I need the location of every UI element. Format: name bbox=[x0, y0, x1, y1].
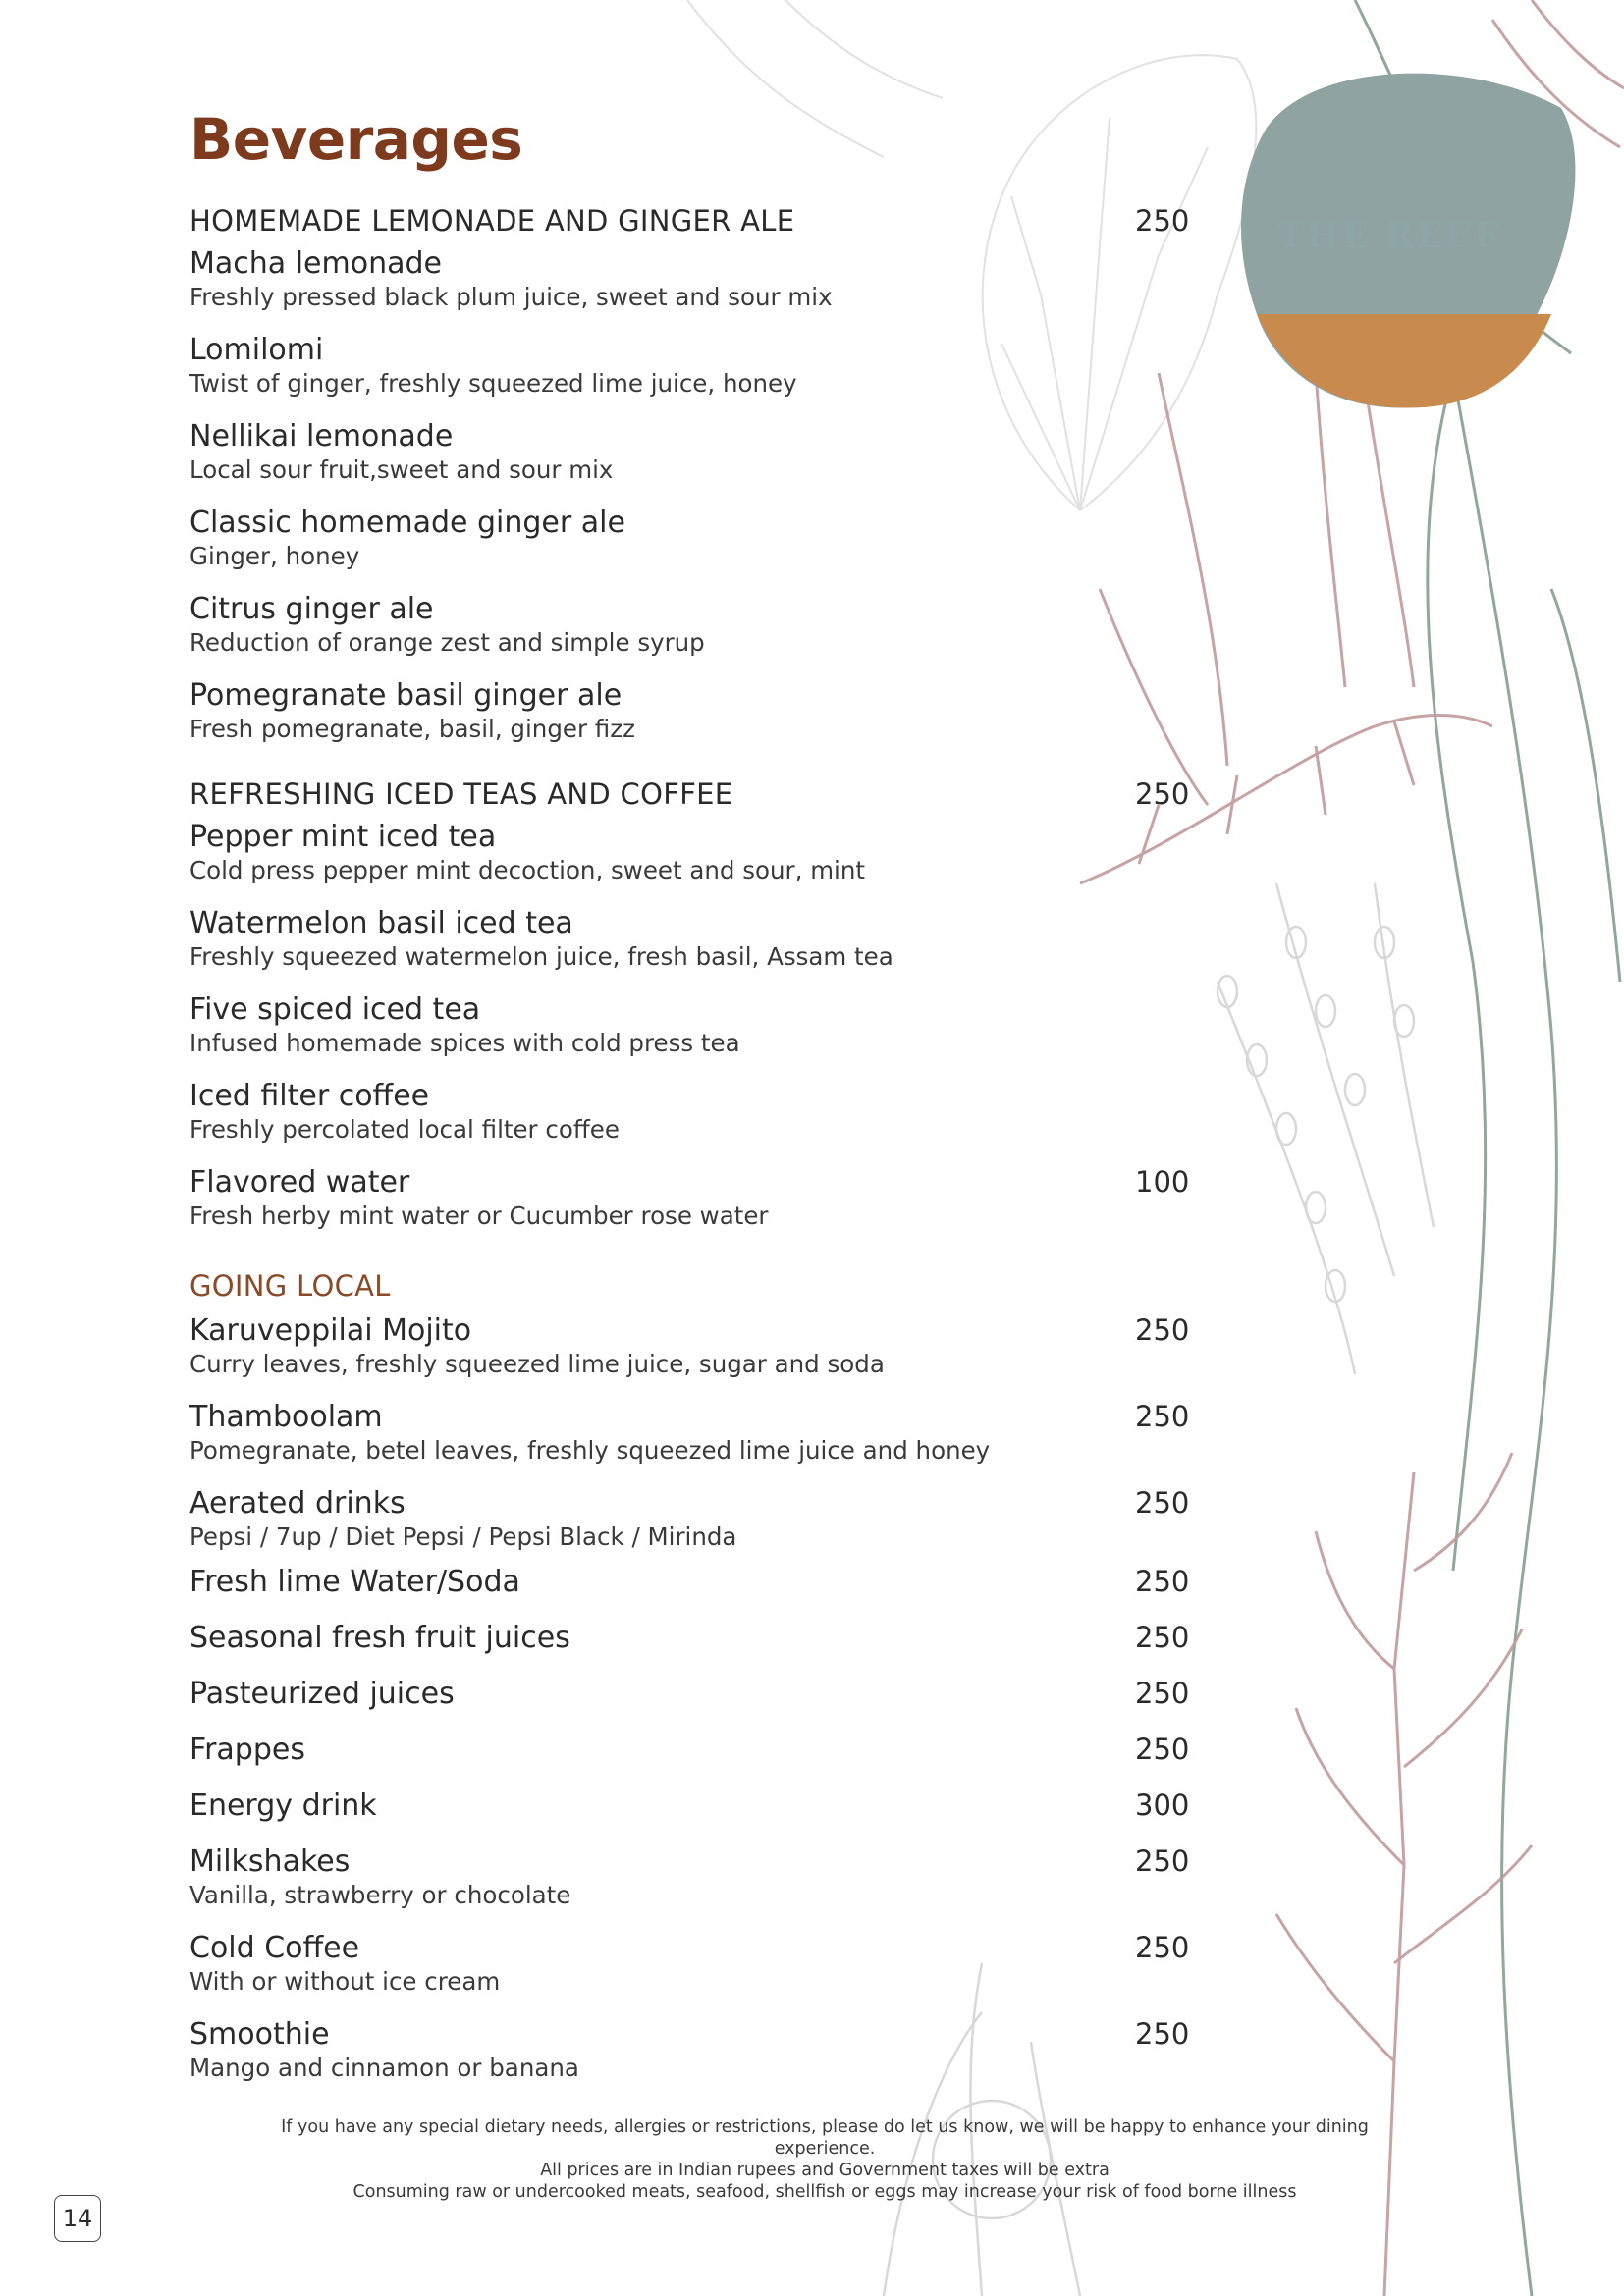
item-description: Mango and cinnamon or banana bbox=[189, 2054, 579, 2082]
footer-price-note: All prices are in Indian rupees and Government taxes will be extra bbox=[540, 2161, 1110, 2180]
menu-item bbox=[189, 1844, 1230, 1911]
item-name: Seasonal fresh fruit juices bbox=[189, 1621, 570, 1655]
menu-item bbox=[189, 1931, 1230, 1998]
footer-dietary-note: If you have any special dietary needs, allergies or restrictions, please do let us know, we will be happy to enhance your dining experience. bbox=[281, 2117, 1369, 2159]
item-name: Thamboolam bbox=[189, 1400, 383, 1434]
menu-item bbox=[189, 1565, 1230, 1600]
item-description: Curry leaves, freshly squeezed lime juice, sugar and soda bbox=[189, 1350, 885, 1378]
item-description: Reduction of orange zest and simple syrup bbox=[189, 628, 705, 657]
item-name: Energy drink bbox=[189, 1789, 377, 1823]
section-price-lemonade: 250 bbox=[1135, 204, 1190, 238]
item-name: Cold Coffee bbox=[189, 1931, 360, 1965]
menu-item bbox=[189, 1486, 1230, 1553]
item-name: Pomegranate basil ginger ale bbox=[189, 678, 623, 713]
menu-item bbox=[189, 1400, 1230, 1467]
item-description: Infused homemade spices with cold press tea bbox=[189, 1029, 740, 1057]
footer-notes bbox=[255, 2116, 1394, 2203]
item-name: Smoothie bbox=[189, 2017, 330, 2052]
item-price: 250 bbox=[1135, 1931, 1190, 1964]
item-name: Iced filter coffee bbox=[189, 1079, 430, 1113]
section-heading-going-local: GOING LOCAL bbox=[189, 1269, 391, 1303]
item-price: 100 bbox=[1135, 1165, 1190, 1199]
item-price: 250 bbox=[1135, 1486, 1190, 1520]
item-price: 250 bbox=[1135, 1733, 1190, 1766]
the-reef-logo bbox=[1241, 74, 1575, 408]
item-name: Fresh lime Water/Soda bbox=[189, 1565, 520, 1599]
menu-item bbox=[189, 820, 1230, 886]
item-name: Flavored water bbox=[189, 1165, 410, 1200]
logo-text: THE REEF bbox=[1277, 215, 1501, 256]
item-name: Pasteurized juices bbox=[189, 1677, 455, 1711]
item-name: Aerated drinks bbox=[189, 1486, 406, 1521]
item-name: Lomilomi bbox=[189, 333, 324, 367]
menu-item bbox=[189, 992, 1230, 1059]
menu-item bbox=[189, 1165, 1230, 1232]
item-description: Pomegranate, betel leaves, freshly squeezed lime juice and honey bbox=[189, 1436, 991, 1465]
item-description: Freshly squeezed watermelon juice, fresh basil, Assam tea bbox=[189, 942, 893, 971]
item-description: Fresh pomegranate, basil, ginger fizz bbox=[189, 715, 635, 743]
item-name: Classic homemade ginger ale bbox=[189, 506, 625, 540]
section-price-iced-teas: 250 bbox=[1135, 777, 1190, 811]
item-description: Vanilla, strawberry or chocolate bbox=[189, 1881, 571, 1909]
item-name: Nellikai lemonade bbox=[189, 419, 454, 454]
section-heading-iced-teas: REFRESHING ICED TEAS AND COFFEE bbox=[189, 777, 733, 811]
menu-item bbox=[189, 1079, 1230, 1146]
item-price: 250 bbox=[1135, 1844, 1190, 1878]
item-price: 250 bbox=[1135, 1677, 1190, 1710]
item-price: 250 bbox=[1135, 1565, 1190, 1598]
item-description: Pepsi / 7up / Diet Pepsi / Pepsi Black / Mirinda bbox=[189, 1522, 737, 1551]
page-number: 14 bbox=[54, 2195, 101, 2242]
section-heading-lemonade: HOMEMADE LEMONADE AND GINGER ALE bbox=[189, 204, 795, 238]
item-description: Local sour fruit,sweet and sour mix bbox=[189, 455, 614, 484]
menu-item bbox=[189, 1789, 1230, 1824]
item-name: Macha lemonade bbox=[189, 246, 442, 281]
menu-item bbox=[189, 246, 1230, 313]
menu-content bbox=[189, 0, 1230, 2296]
menu-item bbox=[189, 333, 1230, 400]
item-name: Pepper mint iced tea bbox=[189, 820, 497, 854]
item-price: 250 bbox=[1135, 1313, 1190, 1347]
item-description: Ginger, honey bbox=[189, 542, 360, 570]
menu-item bbox=[189, 2017, 1230, 2084]
item-description: With or without ice cream bbox=[189, 1967, 501, 1996]
item-price: 250 bbox=[1135, 1621, 1190, 1654]
item-name: Milkshakes bbox=[189, 1844, 351, 1879]
menu-item bbox=[189, 419, 1230, 486]
menu-item bbox=[189, 1313, 1230, 1380]
item-description: Fresh herby mint water or Cucumber rose water bbox=[189, 1201, 769, 1230]
item-name: Frappes bbox=[189, 1733, 305, 1767]
item-name: Citrus ginger ale bbox=[189, 592, 434, 626]
item-name: Karuveppilai Mojito bbox=[189, 1313, 472, 1348]
menu-item bbox=[189, 1677, 1230, 1712]
footer-health-warning: Consuming raw or undercooked meats, seafood, shellfish or eggs may increase your risk of food borne illness bbox=[352, 2182, 1297, 2202]
item-price: 250 bbox=[1135, 1400, 1190, 1433]
menu-item bbox=[189, 1733, 1230, 1768]
item-price: 250 bbox=[1135, 2017, 1190, 2051]
item-name: Watermelon basil iced tea bbox=[189, 906, 573, 940]
menu-item bbox=[189, 906, 1230, 973]
page-title: Beverages bbox=[189, 106, 523, 173]
item-description: Twist of ginger, freshly squeezed lime juice, honey bbox=[189, 369, 797, 398]
menu-item bbox=[189, 592, 1230, 659]
item-price: 300 bbox=[1135, 1789, 1190, 1822]
item-description: Freshly percolated local filter coffee bbox=[189, 1115, 620, 1144]
menu-item bbox=[189, 506, 1230, 572]
menu-item bbox=[189, 678, 1230, 745]
item-description: Freshly pressed black plum juice, sweet and sour mix bbox=[189, 283, 833, 311]
item-name: Five spiced iced tea bbox=[189, 992, 481, 1027]
menu-item bbox=[189, 1621, 1230, 1656]
item-description: Cold press pepper mint decoction, sweet and sour, mint bbox=[189, 856, 865, 884]
